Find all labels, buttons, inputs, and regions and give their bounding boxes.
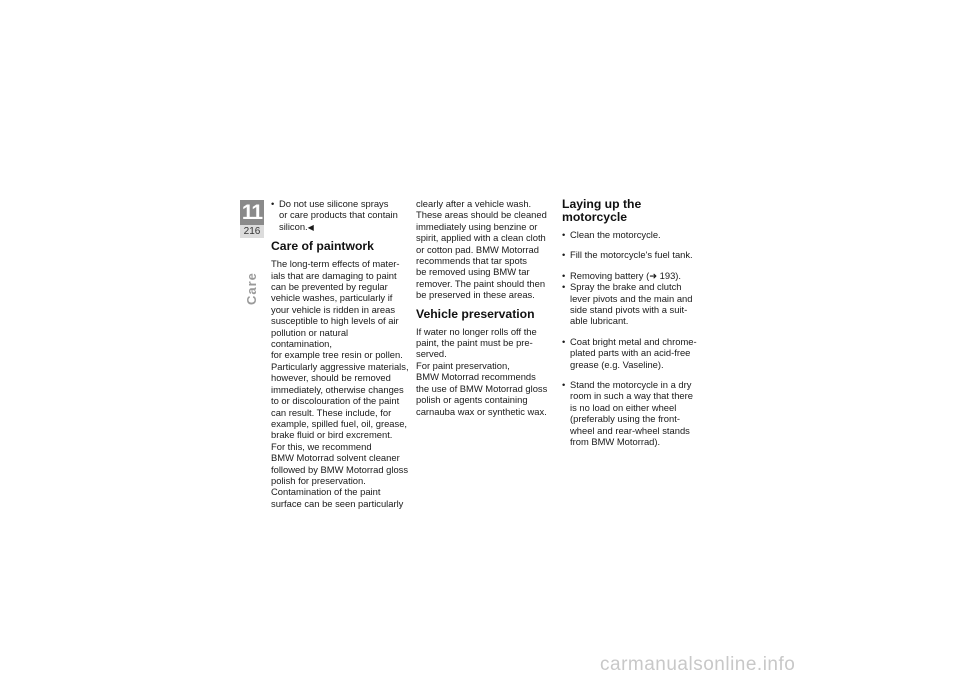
chapter-title: Care [244, 272, 259, 305]
page-number: 216 [240, 225, 264, 238]
text-line: ials that are damaging to paint [271, 269, 397, 281]
list-item [562, 281, 702, 327]
cross-reference-link[interactable]: Removing battery (➜ 193). [570, 269, 682, 281]
text-line: immediately using benzine or [416, 220, 538, 232]
heading-laying-up [562, 198, 702, 224]
text-line: lever pivots and the main and [570, 292, 693, 304]
watermark-text: carmanualsonline.info [600, 654, 796, 675]
text-line: to or discolouration of the paint [271, 395, 400, 407]
heading-line: Laying up the [562, 197, 642, 211]
text-line: • Stand the motorcycle in a dry [570, 379, 692, 391]
text-line: for example tree resin or pollen. [271, 349, 403, 361]
bullet-silicone-warning [271, 198, 411, 233]
text-line: paint, the paint must be pre- [416, 337, 533, 349]
text-line: BMW Motorrad recommends [416, 371, 536, 383]
text-line: • Spray the brake and clutch [570, 281, 682, 293]
text-line: brake fluid or bird excrement. [271, 429, 393, 441]
column-2 [416, 198, 556, 417]
column-3 [562, 198, 702, 457]
paintwork-paragraph-continued [416, 198, 556, 301]
text-line: example, spilled fuel, oil, grease, [271, 417, 408, 429]
text-line: can result. These include, for [271, 406, 392, 418]
list-item [562, 270, 702, 281]
heading-vehicle-preservation: Vehicle preservation [416, 306, 535, 321]
text-fragment: silicon. [279, 220, 308, 232]
text-line: your vehicle is ridden in areas [271, 303, 396, 315]
list-item [562, 336, 702, 370]
text-line: polish or agents containing [416, 394, 528, 406]
text-line: remover. The paint should then [416, 277, 546, 289]
text-line: The long-term effects of mater- [271, 258, 400, 270]
text-line: the use of BMW Motorrad gloss [416, 382, 548, 394]
text-line: side stand pivots with a suit- [570, 304, 688, 316]
text-line: however, should be removed [271, 372, 391, 384]
text-line: Particularly aggressive materials, [271, 360, 409, 372]
text-line: be preserved in these areas. [416, 289, 535, 301]
text-line: Contamination of the paint [271, 486, 381, 498]
preservation-paragraph [416, 326, 556, 417]
text-line: polish for preservation. [271, 474, 366, 486]
chapter-number: 11 [241, 201, 263, 224]
heading-care-of-paintwork: Care of paintwork [271, 239, 374, 254]
text-line: grease (e.g. Vaseline). [570, 358, 664, 370]
text-line: susceptible to high levels of air [271, 315, 399, 327]
text-line: or care products that contain [279, 209, 398, 221]
text-line: pollution or natural contamination, [271, 326, 349, 350]
text-line: recommends that tar spots [416, 255, 527, 267]
text-line: • Do not use silicone sprays [279, 198, 389, 209]
list-item: • Fill the motorcycle's fuel tank. [562, 249, 702, 260]
text-line: For paint preservation, [416, 359, 510, 371]
text-line: wheel and rear-wheel stands [570, 424, 690, 436]
text-line: immediately, otherwise changes [271, 383, 404, 395]
paintwork-paragraph [271, 258, 411, 509]
text-line [279, 221, 411, 233]
text-line: vehicle washes, particularly if [271, 292, 393, 304]
text-line: These areas should be cleaned [416, 209, 547, 221]
text-line: from BMW Motorrad). [570, 436, 661, 448]
text-line: room in such a way that there [570, 390, 693, 402]
text-line: or cotton pad. BMW Motorrad [416, 243, 539, 255]
text-line: • Coat bright metal and chrome- [570, 335, 697, 347]
heading-line: motorcycle [562, 210, 628, 224]
list-item [562, 379, 702, 447]
text-line: (preferably using the front- [570, 413, 680, 425]
text-line: carnauba wax or synthetic wax. [416, 405, 547, 417]
end-mark-icon: ◀ [307, 222, 314, 232]
text-line: served. [416, 348, 447, 360]
text-line: plated parts with an acid-free [570, 347, 691, 359]
list-item: • Clean the motorcycle. [562, 229, 702, 240]
text-line: clearly after a vehicle wash. [416, 198, 532, 209]
text-line: spirit, applied with a clean cloth [416, 232, 546, 244]
text-line: BMW Motorrad solvent cleaner [271, 452, 400, 464]
text-line: is no load on either wheel [570, 401, 677, 413]
text-line: can be prevented by regular [271, 281, 388, 293]
text-line: If water no longer rolls off the [416, 325, 537, 337]
text-line: able lubricant. [570, 315, 629, 327]
text-line: surface can be seen particularly [271, 497, 404, 509]
text-line: followed by BMW Motorrad gloss [271, 463, 409, 475]
column-1 [271, 198, 411, 509]
text-line: be removed using BMW tar [416, 266, 530, 278]
text-line: For this, we recommend [271, 440, 372, 452]
